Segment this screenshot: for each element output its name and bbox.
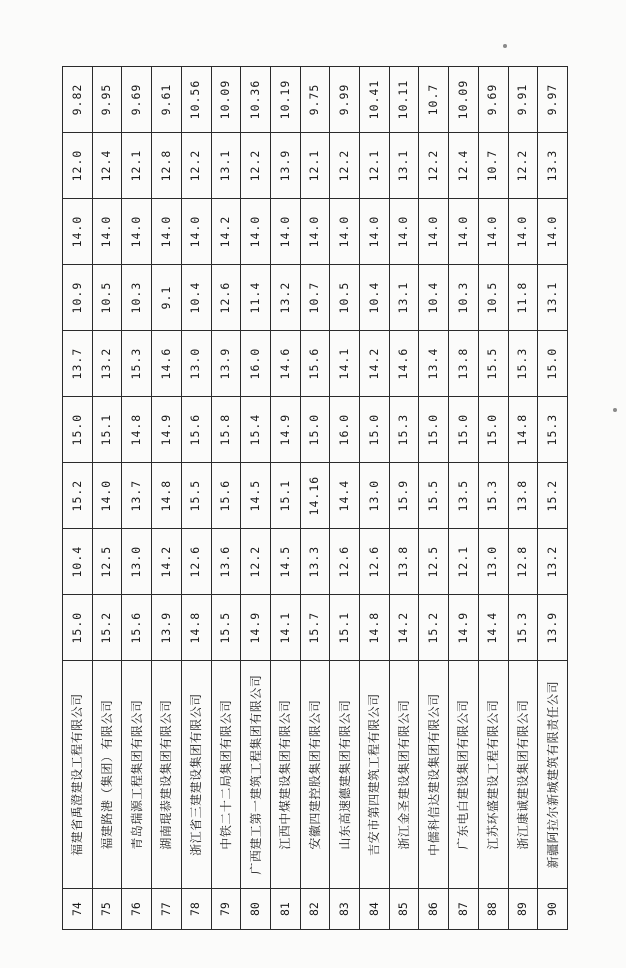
score-table <box>62 66 568 930</box>
table-row <box>330 67 360 930</box>
score-cell: 14.0 <box>389 199 419 265</box>
table-row <box>360 67 390 930</box>
score-cell: 15.4 <box>241 397 271 463</box>
row-number: 89 <box>508 889 538 930</box>
score-cell: 14.2 <box>360 331 390 397</box>
score-cell: 14.8 <box>122 397 152 463</box>
score-cell: 14.8 <box>152 463 182 529</box>
score-cell: 12.1 <box>449 529 479 595</box>
score-cell: 14.9 <box>152 397 182 463</box>
score-cell: 14.0 <box>330 199 360 265</box>
score-cell: 13.0 <box>478 529 508 595</box>
table-row <box>122 67 152 930</box>
score-cell: 14.0 <box>538 199 568 265</box>
score-cell: 13.2 <box>538 529 568 595</box>
score-cell: 15.7 <box>300 595 330 661</box>
score-cell: 9.82 <box>63 67 93 133</box>
score-cell: 10.4 <box>360 265 390 331</box>
score-cell: 14.0 <box>92 199 122 265</box>
score-cell: 14.6 <box>152 331 182 397</box>
table-row <box>389 67 419 930</box>
score-cell: 12.5 <box>92 529 122 595</box>
score-cell: 15.0 <box>419 397 449 463</box>
row-number: 90 <box>538 889 568 930</box>
score-cell: 15.2 <box>419 595 449 661</box>
score-cell: 14.0 <box>449 199 479 265</box>
score-cell: 14.0 <box>92 463 122 529</box>
score-cell: 13.6 <box>211 529 241 595</box>
score-cell: 15.0 <box>360 397 390 463</box>
score-cell: 14.16 <box>300 463 330 529</box>
score-cell: 10.3 <box>122 265 152 331</box>
score-cell: 13.3 <box>300 529 330 595</box>
score-cell: 15.3 <box>389 397 419 463</box>
score-cell: 13.7 <box>63 331 93 397</box>
row-number: 85 <box>389 889 419 930</box>
score-cell: 15.1 <box>92 397 122 463</box>
score-cell: 14.2 <box>152 529 182 595</box>
score-cell: 13.3 <box>538 133 568 199</box>
score-cell: 15.2 <box>63 463 93 529</box>
score-cell: 14.2 <box>211 199 241 265</box>
score-cell: 12.2 <box>241 529 271 595</box>
row-number: 81 <box>270 889 300 930</box>
score-cell: 14.0 <box>360 199 390 265</box>
score-cell: 15.2 <box>92 595 122 661</box>
row-number: 86 <box>419 889 449 930</box>
score-cell: 10.4 <box>181 265 211 331</box>
score-cell: 10.3 <box>449 265 479 331</box>
score-cell: 14.6 <box>270 331 300 397</box>
score-cell: 13.1 <box>211 133 241 199</box>
company-name: 广西建工第一建筑工程集团有限公司 <box>241 661 271 889</box>
score-cell: 10.09 <box>449 67 479 133</box>
score-cell: 12.8 <box>508 529 538 595</box>
table-row <box>92 67 122 930</box>
score-cell: 13.9 <box>538 595 568 661</box>
score-cell: 13.0 <box>360 463 390 529</box>
score-cell: 12.2 <box>241 133 271 199</box>
company-name: 湖南琨恭建设集团有限公司 <box>152 661 182 889</box>
company-name: 中铁二十二局集团有限公司 <box>211 661 241 889</box>
company-name: 安徽四建控股集团有限公司 <box>300 661 330 889</box>
company-name: 江苏环盛建设工程有限公司 <box>478 661 508 889</box>
company-name: 福建路港（集团）有限公司 <box>92 661 122 889</box>
score-cell: 9.1 <box>152 265 182 331</box>
score-cell: 12.8 <box>152 133 182 199</box>
score-cell: 15.3 <box>122 331 152 397</box>
company-name: 福建省禹澄建设工程有限公司 <box>63 661 93 889</box>
score-cell: 9.99 <box>330 67 360 133</box>
score-cell: 15.0 <box>63 397 93 463</box>
score-cell: 14.9 <box>449 595 479 661</box>
score-cell: 10.7 <box>300 265 330 331</box>
score-cell: 10.7 <box>478 133 508 199</box>
table-row <box>538 67 568 930</box>
score-cell: 9.97 <box>538 67 568 133</box>
score-cell: 13.9 <box>270 133 300 199</box>
company-name: 浙江金圣建设集团有限公司 <box>389 661 419 889</box>
score-cell: 13.9 <box>211 331 241 397</box>
score-cell: 14.2 <box>389 595 419 661</box>
score-cell: 15.3 <box>478 463 508 529</box>
score-cell: 15.5 <box>181 463 211 529</box>
score-cell: 14.5 <box>241 463 271 529</box>
company-name: 中儒科信达建设集团有限公司 <box>419 661 449 889</box>
score-cell: 12.2 <box>508 133 538 199</box>
score-cell: 10.9 <box>63 265 93 331</box>
score-cell: 15.8 <box>211 397 241 463</box>
score-cell: 12.0 <box>63 133 93 199</box>
score-cell: 14.0 <box>152 199 182 265</box>
score-cell: 15.0 <box>300 397 330 463</box>
row-number: 82 <box>300 889 330 930</box>
score-cell: 15.3 <box>538 397 568 463</box>
table-row <box>63 67 93 930</box>
score-cell: 16.0 <box>330 397 360 463</box>
company-name: 浙江省三建建设集团有限公司 <box>181 661 211 889</box>
score-cell: 12.2 <box>419 133 449 199</box>
score-cell: 12.4 <box>449 133 479 199</box>
score-cell: 14.0 <box>419 199 449 265</box>
score-cell: 10.5 <box>92 265 122 331</box>
score-cell: 11.4 <box>241 265 271 331</box>
table-row <box>270 67 300 930</box>
scan-speck <box>503 44 507 48</box>
table-row <box>419 67 449 930</box>
company-name: 吉安市第四建筑工程有限公司 <box>360 661 390 889</box>
scan-speck <box>613 408 617 412</box>
score-cell: 10.09 <box>211 67 241 133</box>
score-cell: 15.6 <box>300 331 330 397</box>
score-cell: 15.9 <box>389 463 419 529</box>
score-cell: 13.0 <box>122 529 152 595</box>
score-cell: 14.0 <box>181 199 211 265</box>
score-cell: 14.0 <box>508 199 538 265</box>
table-row <box>300 67 330 930</box>
company-name: 浙江康诚建设集团有限公司 <box>508 661 538 889</box>
score-cell: 15.2 <box>538 463 568 529</box>
score-cell: 12.2 <box>330 133 360 199</box>
score-cell: 13.4 <box>419 331 449 397</box>
score-cell: 14.0 <box>300 199 330 265</box>
score-cell: 15.0 <box>478 397 508 463</box>
score-cell: 11.8 <box>508 265 538 331</box>
score-cell: 14.0 <box>270 199 300 265</box>
score-cell: 14.8 <box>508 397 538 463</box>
score-cell: 14.0 <box>122 199 152 265</box>
row-number: 79 <box>211 889 241 930</box>
score-cell: 12.1 <box>122 133 152 199</box>
score-cell: 12.6 <box>330 529 360 595</box>
row-number: 84 <box>360 889 390 930</box>
score-cell: 13.8 <box>449 331 479 397</box>
score-cell: 10.5 <box>478 265 508 331</box>
score-cell: 13.5 <box>449 463 479 529</box>
score-cell: 14.0 <box>241 199 271 265</box>
score-cell: 15.1 <box>330 595 360 661</box>
score-cell: 14.0 <box>478 199 508 265</box>
score-cell: 12.6 <box>181 529 211 595</box>
row-number: 77 <box>152 889 182 930</box>
score-cell: 15.1 <box>270 463 300 529</box>
score-cell: 10.7 <box>419 67 449 133</box>
score-cell: 13.7 <box>122 463 152 529</box>
score-cell: 14.1 <box>330 331 360 397</box>
company-name: 青岛瑞源工程集团有限公司 <box>122 661 152 889</box>
score-cell: 9.95 <box>92 67 122 133</box>
table-row <box>508 67 538 930</box>
score-cell: 10.19 <box>270 67 300 133</box>
table-row <box>211 67 241 930</box>
score-cell: 9.61 <box>152 67 182 133</box>
score-cell: 10.4 <box>63 529 93 595</box>
company-name: 新疆阿拉尔新城建筑有限责任公司 <box>538 661 568 889</box>
score-cell: 10.4 <box>419 265 449 331</box>
row-number: 76 <box>122 889 152 930</box>
score-cell: 12.1 <box>360 133 390 199</box>
score-cell: 10.41 <box>360 67 390 133</box>
score-cell: 10.5 <box>330 265 360 331</box>
score-cell: 15.6 <box>211 463 241 529</box>
score-cell: 15.0 <box>449 397 479 463</box>
score-cell: 9.75 <box>300 67 330 133</box>
score-cell: 15.3 <box>508 331 538 397</box>
score-cell: 9.69 <box>122 67 152 133</box>
score-cell: 14.8 <box>360 595 390 661</box>
score-cell: 10.11 <box>389 67 419 133</box>
score-cell: 9.69 <box>478 67 508 133</box>
row-number: 74 <box>63 889 93 930</box>
score-cell: 12.6 <box>360 529 390 595</box>
score-cell: 12.2 <box>181 133 211 199</box>
score-cell: 13.1 <box>389 133 419 199</box>
rotated-table-wrapper <box>62 66 568 930</box>
score-cell: 12.4 <box>92 133 122 199</box>
row-number: 80 <box>241 889 271 930</box>
score-cell: 13.2 <box>270 265 300 331</box>
score-cell: 16.0 <box>241 331 271 397</box>
table-body <box>63 67 568 930</box>
score-cell: 15.0 <box>538 331 568 397</box>
score-cell: 15.5 <box>478 331 508 397</box>
score-cell: 14.9 <box>241 595 271 661</box>
score-cell: 12.6 <box>211 265 241 331</box>
row-number: 83 <box>330 889 360 930</box>
row-number: 75 <box>92 889 122 930</box>
score-cell: 14.6 <box>389 331 419 397</box>
score-cell: 12.1 <box>300 133 330 199</box>
table-row <box>449 67 479 930</box>
score-cell: 15.6 <box>122 595 152 661</box>
row-number: 87 <box>449 889 479 930</box>
score-cell: 13.8 <box>389 529 419 595</box>
table-row <box>241 67 271 930</box>
score-cell: 15.5 <box>419 463 449 529</box>
score-cell: 13.0 <box>181 331 211 397</box>
score-cell: 12.5 <box>419 529 449 595</box>
score-cell: 14.1 <box>270 595 300 661</box>
score-cell: 14.8 <box>181 595 211 661</box>
score-cell: 15.6 <box>181 397 211 463</box>
score-cell: 13.1 <box>538 265 568 331</box>
score-cell: 14.4 <box>330 463 360 529</box>
score-cell: 14.4 <box>478 595 508 661</box>
score-cell: 13.8 <box>508 463 538 529</box>
score-cell: 14.5 <box>270 529 300 595</box>
company-name: 山东高速德建集团有限公司 <box>330 661 360 889</box>
table-row <box>478 67 508 930</box>
score-cell: 14.0 <box>63 199 93 265</box>
score-cell: 15.0 <box>63 595 93 661</box>
score-cell: 13.2 <box>92 331 122 397</box>
score-cell: 9.91 <box>508 67 538 133</box>
score-cell: 10.36 <box>241 67 271 133</box>
score-cell: 14.9 <box>270 397 300 463</box>
row-number: 78 <box>181 889 211 930</box>
company-name: 广东电白建设集团有限公司 <box>449 661 479 889</box>
score-cell: 10.56 <box>181 67 211 133</box>
score-cell: 15.3 <box>508 595 538 661</box>
company-name: 江西中煤建设集团有限公司 <box>270 661 300 889</box>
table-row <box>181 67 211 930</box>
row-number: 88 <box>478 889 508 930</box>
score-cell: 13.9 <box>152 595 182 661</box>
score-cell: 13.1 <box>389 265 419 331</box>
table-row <box>152 67 182 930</box>
score-cell: 15.5 <box>211 595 241 661</box>
